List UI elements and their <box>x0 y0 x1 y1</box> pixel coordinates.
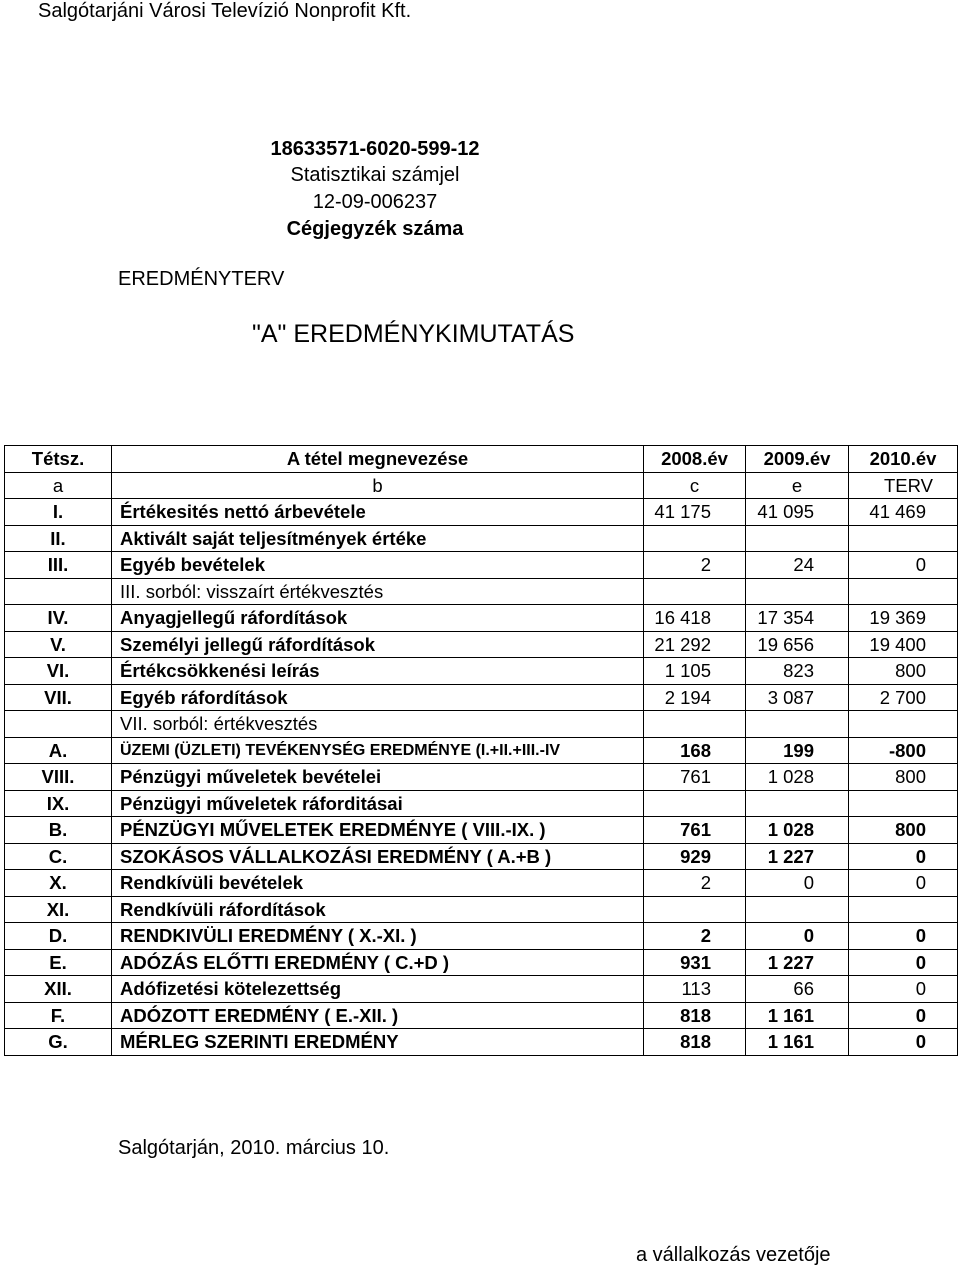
row-value-2010: -800 <box>849 737 958 764</box>
table-row <box>5 949 958 976</box>
row-value-2008 <box>644 896 746 923</box>
signature-label: a vállalkozás vezetője <box>636 1244 831 1266</box>
row-value-2009 <box>746 578 849 605</box>
row-code: F. <box>5 1002 112 1029</box>
row-value-2008: 21 292 <box>644 631 746 658</box>
table-row <box>5 896 958 923</box>
row-code: II. <box>5 525 112 552</box>
row-name: Egyéb bevételek <box>112 552 644 579</box>
plan-label: EREDMÉNYTERV <box>118 268 285 290</box>
row-value-2010: 0 <box>849 552 958 579</box>
table-row <box>5 764 958 791</box>
table-subheader-row <box>5 472 958 499</box>
subheader-name: b <box>112 472 644 499</box>
row-code: A. <box>5 737 112 764</box>
row-code: XI. <box>5 896 112 923</box>
row-value-2009 <box>746 790 849 817</box>
row-value-2008: 41 175 <box>644 499 746 526</box>
row-value-2009: 0 <box>746 923 849 950</box>
row-value-2009: 1 028 <box>746 764 849 791</box>
table-row <box>5 976 958 1003</box>
row-value-2010: 0 <box>849 949 958 976</box>
table-row <box>5 817 958 844</box>
table-row <box>5 870 958 897</box>
table-row <box>5 737 958 764</box>
subheader-code: a <box>5 472 112 499</box>
row-value-2009: 24 <box>746 552 849 579</box>
tax-id: 18633571-6020-599-12 <box>270 138 480 160</box>
row-name: Adófizetési kötelezettség <box>112 976 644 1003</box>
row-name: Rendkívüli bevételek <box>112 870 644 897</box>
table-row <box>5 843 958 870</box>
row-value-2010: 800 <box>849 764 958 791</box>
table-row <box>5 1029 958 1056</box>
row-value-2008: 818 <box>644 1002 746 1029</box>
row-value-2010: 0 <box>849 1002 958 1029</box>
table-row <box>5 790 958 817</box>
page-title: "A" EREDMÉNYKIMUTATÁS <box>252 320 575 348</box>
header-name: A tétel megnevezése <box>112 446 644 473</box>
row-name: Személyi jellegű ráfordítások <box>112 631 644 658</box>
table-row <box>5 525 958 552</box>
row-value-2010 <box>849 896 958 923</box>
row-value-2008: 2 <box>644 870 746 897</box>
row-value-2009: 3 087 <box>746 684 849 711</box>
row-value-2010: 0 <box>849 923 958 950</box>
tax-id-label: Statisztikai számjel <box>290 164 460 186</box>
row-value-2010 <box>849 525 958 552</box>
registry-number: 12-09-006237 <box>312 191 438 213</box>
row-value-2009 <box>746 525 849 552</box>
table-row <box>5 711 958 738</box>
row-code: VIII. <box>5 764 112 791</box>
subheader-2010: TERV <box>849 472 958 499</box>
row-code: X. <box>5 870 112 897</box>
row-value-2010 <box>849 790 958 817</box>
row-name: Pénzügyi műveletek ráforditásai <box>112 790 644 817</box>
row-name: ADÓZOTT EREDMÉNY ( E.-XII. ) <box>112 1002 644 1029</box>
table-row <box>5 499 958 526</box>
row-value-2010: 0 <box>849 1029 958 1056</box>
row-value-2008: 931 <box>644 949 746 976</box>
row-value-2008: 168 <box>644 737 746 764</box>
row-value-2010: 41 469 <box>849 499 958 526</box>
subheader-2008: c <box>644 472 746 499</box>
row-code <box>5 711 112 738</box>
row-value-2010: 800 <box>849 658 958 685</box>
row-code: E. <box>5 949 112 976</box>
table-row <box>5 1002 958 1029</box>
row-value-2009: 41 095 <box>746 499 849 526</box>
row-value-2009: 1 161 <box>746 1002 849 1029</box>
row-name: Aktivált saját teljesítmények értéke <box>112 525 644 552</box>
table-row <box>5 658 958 685</box>
registry-label: Cégjegyzék száma <box>286 218 464 240</box>
row-value-2008: 2 <box>644 552 746 579</box>
row-value-2010: 19 400 <box>849 631 958 658</box>
place-date: Salgótarján, 2010. március 10. <box>118 1137 390 1159</box>
row-value-2008 <box>644 578 746 605</box>
row-code <box>5 578 112 605</box>
row-name: Értékcsökkenési leírás <box>112 658 644 685</box>
row-name: ÜZEMI (ÜZLETI) TEVÉKENYSÉG EREDMÉNYE (I.+II.+III.-IV <box>112 737 644 764</box>
row-value-2008: 2 <box>644 923 746 950</box>
row-value-2010: 2 700 <box>849 684 958 711</box>
row-code: G. <box>5 1029 112 1056</box>
row-code: XII. <box>5 976 112 1003</box>
table-row <box>5 605 958 632</box>
row-value-2009: 1 227 <box>746 949 849 976</box>
income-statement-table <box>4 445 958 1056</box>
row-code: D. <box>5 923 112 950</box>
row-value-2008: 1 105 <box>644 658 746 685</box>
row-name: PÉNZÜGYI MŰVELETEK EREDMÉNYE ( VIII.-IX. ) <box>112 817 644 844</box>
row-name: Egyéb ráfordítások <box>112 684 644 711</box>
row-value-2009: 1 227 <box>746 843 849 870</box>
row-name: Rendkívüli ráfordítások <box>112 896 644 923</box>
row-value-2008 <box>644 525 746 552</box>
row-value-2008: 929 <box>644 843 746 870</box>
row-value-2009: 823 <box>746 658 849 685</box>
row-code: VII. <box>5 684 112 711</box>
row-value-2008 <box>644 790 746 817</box>
row-code: V. <box>5 631 112 658</box>
row-name: VII. sorból: értékvesztés <box>112 711 644 738</box>
row-value-2009: 17 354 <box>746 605 849 632</box>
company-name: Salgótarjáni Városi Televízió Nonprofit Kft. <box>38 0 412 22</box>
row-value-2009: 66 <box>746 976 849 1003</box>
row-value-2009 <box>746 711 849 738</box>
row-code: III. <box>5 552 112 579</box>
header-code: Tétsz. <box>5 446 112 473</box>
row-value-2009 <box>746 896 849 923</box>
row-name: III. sorból: visszaírt értékvesztés <box>112 578 644 605</box>
row-value-2008: 2 194 <box>644 684 746 711</box>
header-2009: 2009.év <box>746 446 849 473</box>
header-2010: 2010.év <box>849 446 958 473</box>
row-name: Értékesités nettó árbevétele <box>112 499 644 526</box>
row-value-2010 <box>849 578 958 605</box>
row-value-2010: 19 369 <box>849 605 958 632</box>
row-code: IV. <box>5 605 112 632</box>
row-value-2008: 761 <box>644 764 746 791</box>
row-value-2010 <box>849 711 958 738</box>
row-code: VI. <box>5 658 112 685</box>
row-value-2009: 0 <box>746 870 849 897</box>
row-value-2009: 1 161 <box>746 1029 849 1056</box>
table-row <box>5 552 958 579</box>
row-name: Pénzügyi műveletek bevételei <box>112 764 644 791</box>
row-value-2008: 16 418 <box>644 605 746 632</box>
row-value-2008: 818 <box>644 1029 746 1056</box>
table-row <box>5 578 958 605</box>
row-name: SZOKÁSOS VÁLLALKOZÁSI EREDMÉNY ( A.+B ) <box>112 843 644 870</box>
row-name: MÉRLEG SZERINTI EREDMÉNY <box>112 1029 644 1056</box>
row-value-2010: 0 <box>849 976 958 1003</box>
row-code: IX. <box>5 790 112 817</box>
row-name: RENDKIVÜLI EREDMÉNY ( X.-XI. ) <box>112 923 644 950</box>
row-value-2010: 800 <box>849 817 958 844</box>
row-value-2008 <box>644 711 746 738</box>
table-row <box>5 631 958 658</box>
row-value-2010: 0 <box>849 870 958 897</box>
table-row <box>5 923 958 950</box>
table-header-row <box>5 446 958 473</box>
row-value-2009: 19 656 <box>746 631 849 658</box>
row-code: B. <box>5 817 112 844</box>
row-value-2008: 113 <box>644 976 746 1003</box>
row-value-2008: 761 <box>644 817 746 844</box>
header-2008: 2008.év <box>644 446 746 473</box>
row-name: ADÓZÁS ELŐTTI EREDMÉNY ( C.+D ) <box>112 949 644 976</box>
row-code: C. <box>5 843 112 870</box>
row-value-2009: 199 <box>746 737 849 764</box>
subheader-2009: e <box>746 472 849 499</box>
row-value-2010: 0 <box>849 843 958 870</box>
row-value-2009: 1 028 <box>746 817 849 844</box>
table-row <box>5 684 958 711</box>
row-code: I. <box>5 499 112 526</box>
row-name: Anyagjellegű ráfordítások <box>112 605 644 632</box>
